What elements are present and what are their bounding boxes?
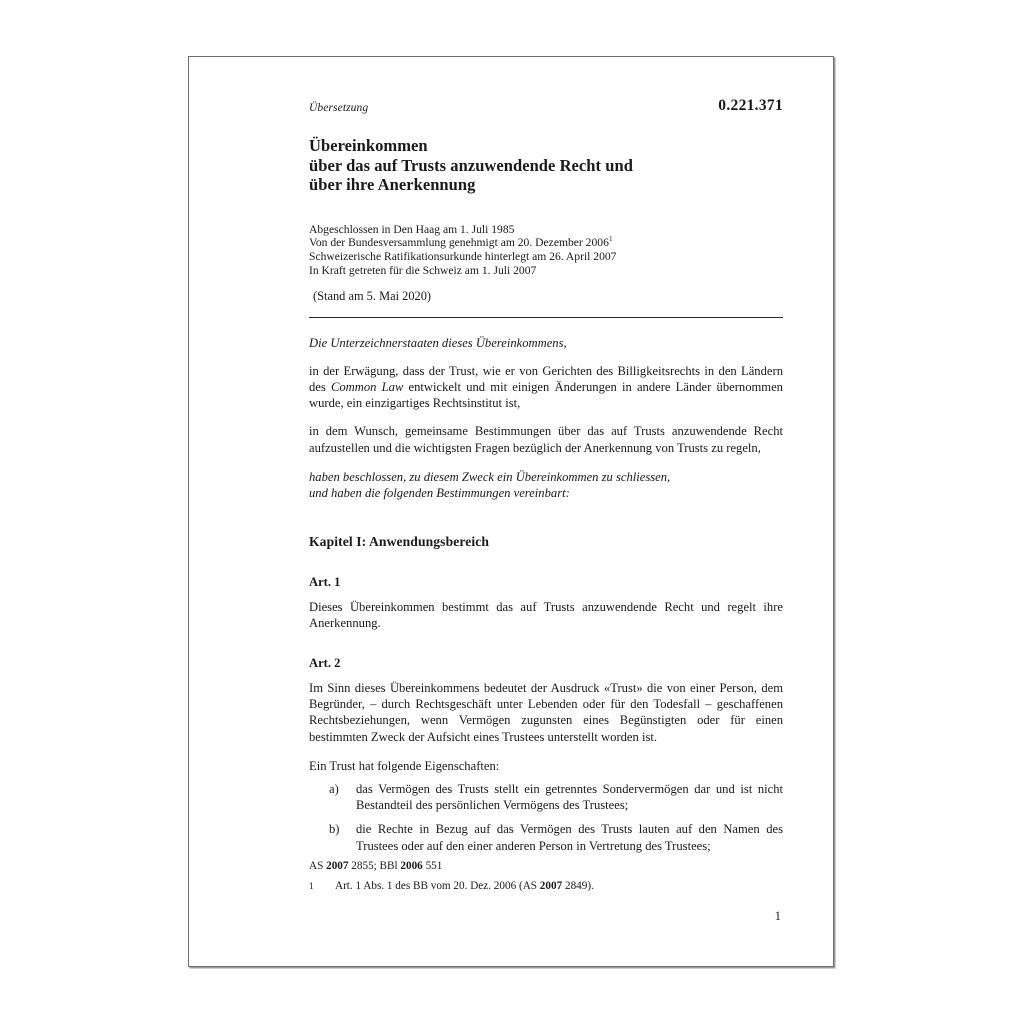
preamble-opening: Die Unterzeichnerstaaten dieses Übereinkommens, — [309, 335, 567, 350]
preamble-paragraph-2: in dem Wunsch, gemeinsame Bestimmungen über das auf Trusts anzuwendende Recht aufzustellen und die wichtigsten Fragen bezüglich der Anerkennung von Trusts zu regeln, — [309, 424, 783, 455]
document-title-line-1: Übereinkommen — [309, 136, 428, 155]
preamble-paragraph-1-part-2: entwickelt und mit einigen Änderungen in andere Länder übernommen wurde, ein einzigartiges Rechtsinstitut ist, — [309, 379, 783, 411]
preamble-paragraph-1-emphasis: Common Law — [330, 379, 404, 394]
document-kind-label: Übersetzung — [309, 102, 369, 114]
document-status-line: (Stand am 5. Mai 2020) — [313, 288, 432, 303]
document-title-line-3: über ihre Anerkennung — [309, 175, 476, 194]
chapter-title: Kapitel I: Anwendungsbereich — [309, 533, 490, 549]
footnote-1-suffix: 2849). — [562, 879, 594, 892]
list-item-text-a: das Vermögen des Trusts stellt ein getrenntes Sondervermögen dar und ist nicht Bestandteil des persönlichen Vermögens des Trustees; — [356, 781, 783, 813]
document-page — [188, 56, 834, 967]
date-line-in-force: In Kraft getreten für die Schweiz am 1. Juli 2007 — [309, 263, 537, 277]
footnote-source-prefix: AS — [309, 860, 327, 872]
list-item — [309, 781, 783, 813]
page-number: 1 — [774, 909, 781, 923]
footnote-1 — [309, 879, 783, 895]
preamble — [309, 335, 783, 502]
footnotes-block — [309, 859, 783, 894]
article-2-lettered-list — [309, 781, 783, 854]
date-line-ratified: Schweizerische Ratifikationsurkunde hinterlegt am 26. April 2007 — [309, 250, 617, 264]
article-label-art-1: Art. 1 — [309, 574, 341, 589]
date-footnote-marker: 1 — [608, 234, 613, 244]
footnote-1-prefix: Art. 1 Abs. 1 des BB vom 20. Dez. 2006 (AS — [335, 879, 540, 892]
footnote-source-mid: 2855; BBl — [348, 860, 401, 872]
footnote-source-suffix: 551 — [422, 860, 443, 872]
article-body-art-1: Dieses Übereinkommen bestimmt das auf Trusts anzuwendende Recht und regelt ihre Anerkennung. — [309, 599, 783, 630]
footnote-source-reference — [309, 859, 783, 874]
footnote-1-year: 2007 — [539, 879, 563, 892]
preamble-closing — [309, 469, 783, 502]
page-content — [309, 97, 783, 854]
footnote-source-year-1: 2007 — [326, 860, 349, 872]
document-title-line-2: über das auf Trusts anzuwendende Recht und — [309, 155, 633, 175]
article-lead-in-art-2: Ein Trust hat folgende Eigenschaften: — [309, 758, 500, 773]
date-line-approved-text: Von der Bundesversammlung genehmigt am 20. Dezember 2006 — [309, 236, 609, 250]
document-number: 0.221.371 — [718, 97, 783, 114]
document-dates-block — [309, 223, 783, 278]
list-item-marker-b: b) — [329, 822, 340, 837]
article-label-art-2: Art. 2 — [309, 655, 341, 670]
article-body-art-2: Im Sinn dieses Übereinkommens bedeutet der Ausdruck «Trust» die von einer Person, dem Begründer, – durch Rechtsgeschäft unter Lebenden oder für den Todesfall – geschaffenen Rechtsbeziehungen, wenn Vermögen zugunsten eines Begünstigten oder für einen bestimmten Zweck der Aufsicht eines Trustees unterstellt worden ist. — [309, 680, 783, 744]
preamble-closing-line-1: haben beschlossen, zu diesem Zweck ein Übereinkommen zu schliessen, — [309, 469, 671, 484]
preamble-closing-line-2: und haben die folgenden Bestimmungen vereinbart: — [309, 486, 570, 501]
date-line-approved — [309, 236, 783, 250]
document-title — [309, 136, 783, 195]
header-divider — [309, 317, 783, 318]
preamble-paragraph-1-part-1: in der Erwägung, dass der Trust, wie er von Gerichten des Billigkeitsrechts in den Ländern des — [309, 363, 783, 394]
date-line-concluded: Abgeschlossen in Den Haag am 1. Juli 1985 — [309, 222, 515, 236]
list-item-marker-a: a) — [329, 781, 339, 796]
document-header — [309, 97, 783, 127]
footnote-1-marker: 1 — [309, 881, 314, 892]
preamble-paragraph-1 — [309, 363, 783, 412]
footnote-source-year-2: 2006 — [400, 860, 423, 872]
list-item-text-b: die Rechte in Bezug auf das Vermögen des Trusts lauten auf den Namen des Trustees oder auf den einer anderen Person in Vertretung des Trustees; — [356, 822, 783, 853]
list-item — [309, 821, 783, 853]
footnote-1-text — [335, 879, 783, 895]
